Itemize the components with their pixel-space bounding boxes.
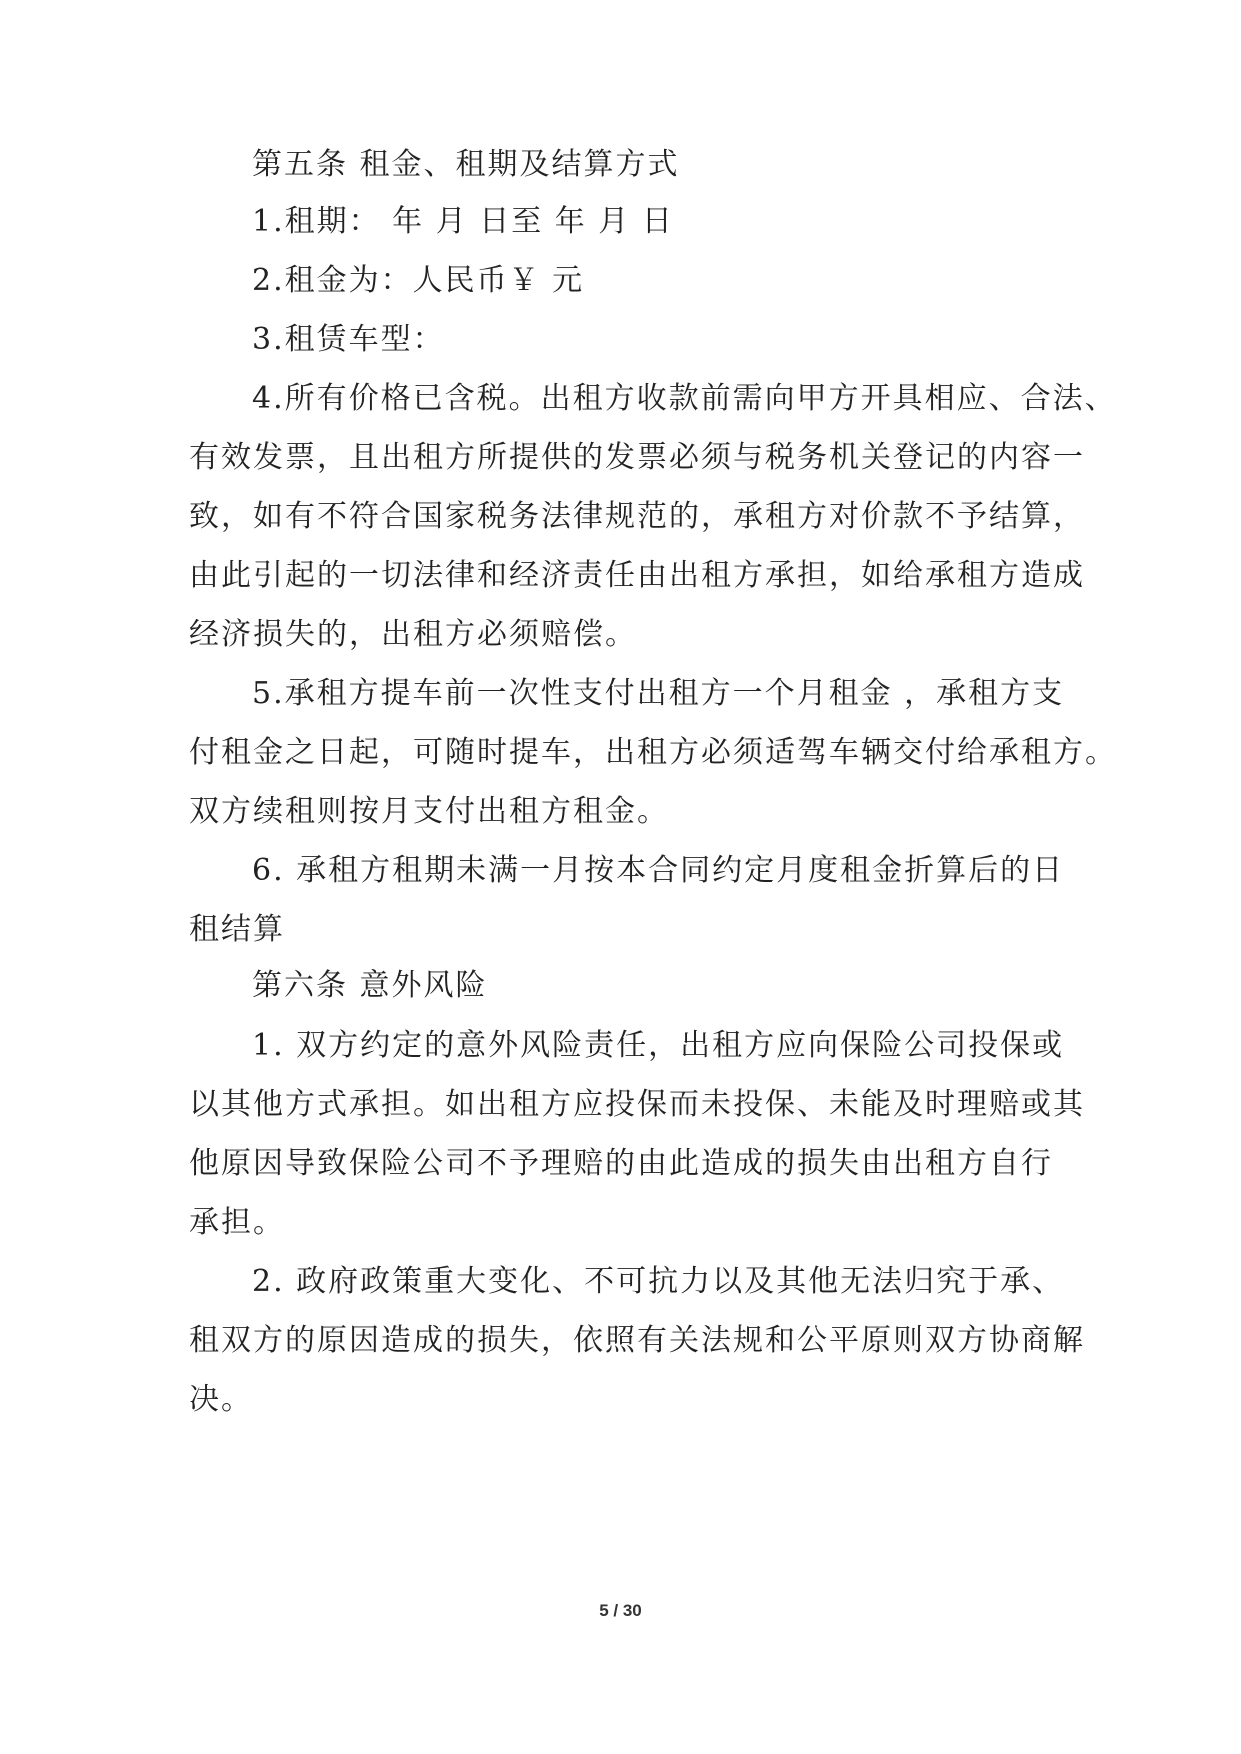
clause-5-line-3: 双方续租则按月支付出租方租金。 — [189, 794, 669, 829]
clause-1-lease-term: 1.租期： 年 月 日至 年 月 日 — [252, 204, 674, 239]
clause-5-line-2: 付租金之日起，可随时提车，出租方必须适驾车辆交付给承租方。 — [189, 735, 1117, 770]
risk-clause-2-line-2: 租双方的原因造成的损失，依照有关法规和公平原则双方协商解 — [189, 1323, 1085, 1358]
clause-3-vehicle-type: 3.租赁车型： — [252, 322, 445, 357]
clause-4-line-1: 4.所有价格已含税。出租方收款前需向甲方开具相应、合法、 — [252, 381, 1117, 416]
page-number: 5 / 30 — [599, 1601, 642, 1620]
risk-clause-1-line-2: 以其他方式承担。如出租方应投保而未投保、未能及时理赔或其 — [189, 1087, 1085, 1122]
clause-6-line-2: 租结算 — [189, 912, 285, 947]
risk-clause-2-line-3: 决。 — [189, 1382, 253, 1417]
clause-6-line-1: 6. 承租方租期未满一月按本合同约定月度租金折算后的日 — [252, 853, 1065, 888]
section-heading-5: 第五条 租金、租期及结算方式 — [252, 147, 680, 182]
risk-clause-1-line-4: 承担。 — [189, 1205, 285, 1240]
clause-4-line-3: 致，如有不符合国家税务法律规范的，承租方对价款不予结算， — [189, 499, 1085, 534]
clause-2-rent-amount: 2.租金为：人民币￥ 元 — [252, 263, 585, 298]
risk-clause-2-line-1: 2. 政府政策重大变化、不可抗力以及其他无法归究于承、 — [252, 1264, 1065, 1299]
clause-5-line-1: 5.承租方提车前一次性支付出租方一个月租金 ，承租方支 — [252, 676, 1065, 711]
risk-clause-1-line-1: 1. 双方约定的意外风险责任，出租方应向保险公司投保或 — [252, 1028, 1065, 1063]
section-heading-6: 第六条 意外风险 — [252, 968, 488, 1003]
risk-clause-1-line-3: 他原因导致保险公司不予理赔的由此造成的损失由出租方自行 — [189, 1146, 1053, 1181]
clause-4-line-4: 由此引起的一切法律和经济责任由出租方承担，如给承租方造成 — [189, 558, 1085, 593]
clause-4-line-2: 有效发票，且出租方所提供的发票必须与税务机关登记的内容一 — [189, 440, 1085, 475]
clause-4-line-5: 经济损失的，出租方必须赔偿。 — [189, 617, 637, 652]
